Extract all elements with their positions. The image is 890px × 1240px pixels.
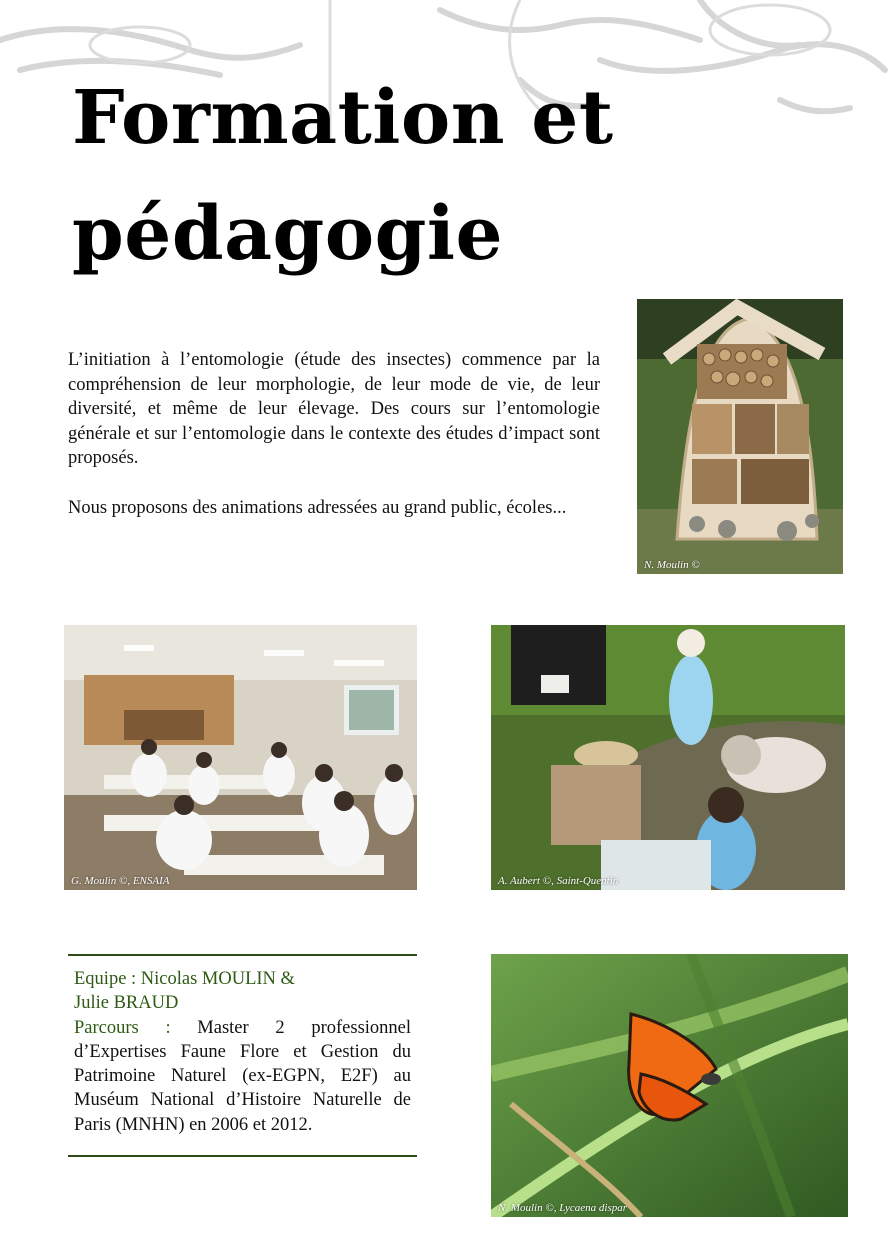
team-equipe-line2: Julie BRAUD — [74, 993, 179, 1014]
butterfly-credit: N. Moulin ©, Lycaena dispar — [498, 1202, 628, 1214]
butterfly-photo — [491, 954, 848, 1217]
team-info-text — [74, 967, 411, 1137]
team-info-box — [68, 954, 417, 1157]
team-parcours-label: Parcours : — [74, 1017, 171, 1038]
page-title-line1: Formation et — [72, 75, 614, 161]
classroom-photo — [64, 625, 417, 890]
intro-paragraph-1: L’initiation à l’entomologie (étude des insectes) commence par la compréhension de leur morphologie, de leur mode de vie, de leur diversité, et même de leur élevage. Des cours sur l’entomologie générale et sur l’entomologie dans le contexte des études d’impact sont proposés. — [68, 350, 600, 468]
team-equipe-line1: Equipe : Nicolas MOULIN & — [74, 969, 295, 989]
intro-paragraph-2: Nous proposons des animations adressées au grand public, écoles... — [68, 497, 567, 518]
page-title-line2: pédagogie — [72, 191, 504, 277]
insect-hotel-credit: N. Moulin © — [644, 559, 700, 571]
outdoor-activity-photo — [491, 625, 845, 890]
insect-hotel-photo — [637, 299, 843, 574]
page-title — [72, 60, 614, 292]
team-parcours-text: Master 2 professionnel d’Expertises Faune Flore et Gestion du Patrimoine Naturel (ex-EGPN, E2F) au Muséum National d’Histoire Naturelle de Paris (MNHN) en 2006 et 2012. — [74, 1017, 412, 1135]
outdoor-activity-credit: A. Aubert ©, Saint-Quentin — [498, 875, 619, 887]
classroom-credit: G. Moulin ©, ENSAIA — [71, 875, 170, 887]
intro-text — [68, 348, 600, 545]
